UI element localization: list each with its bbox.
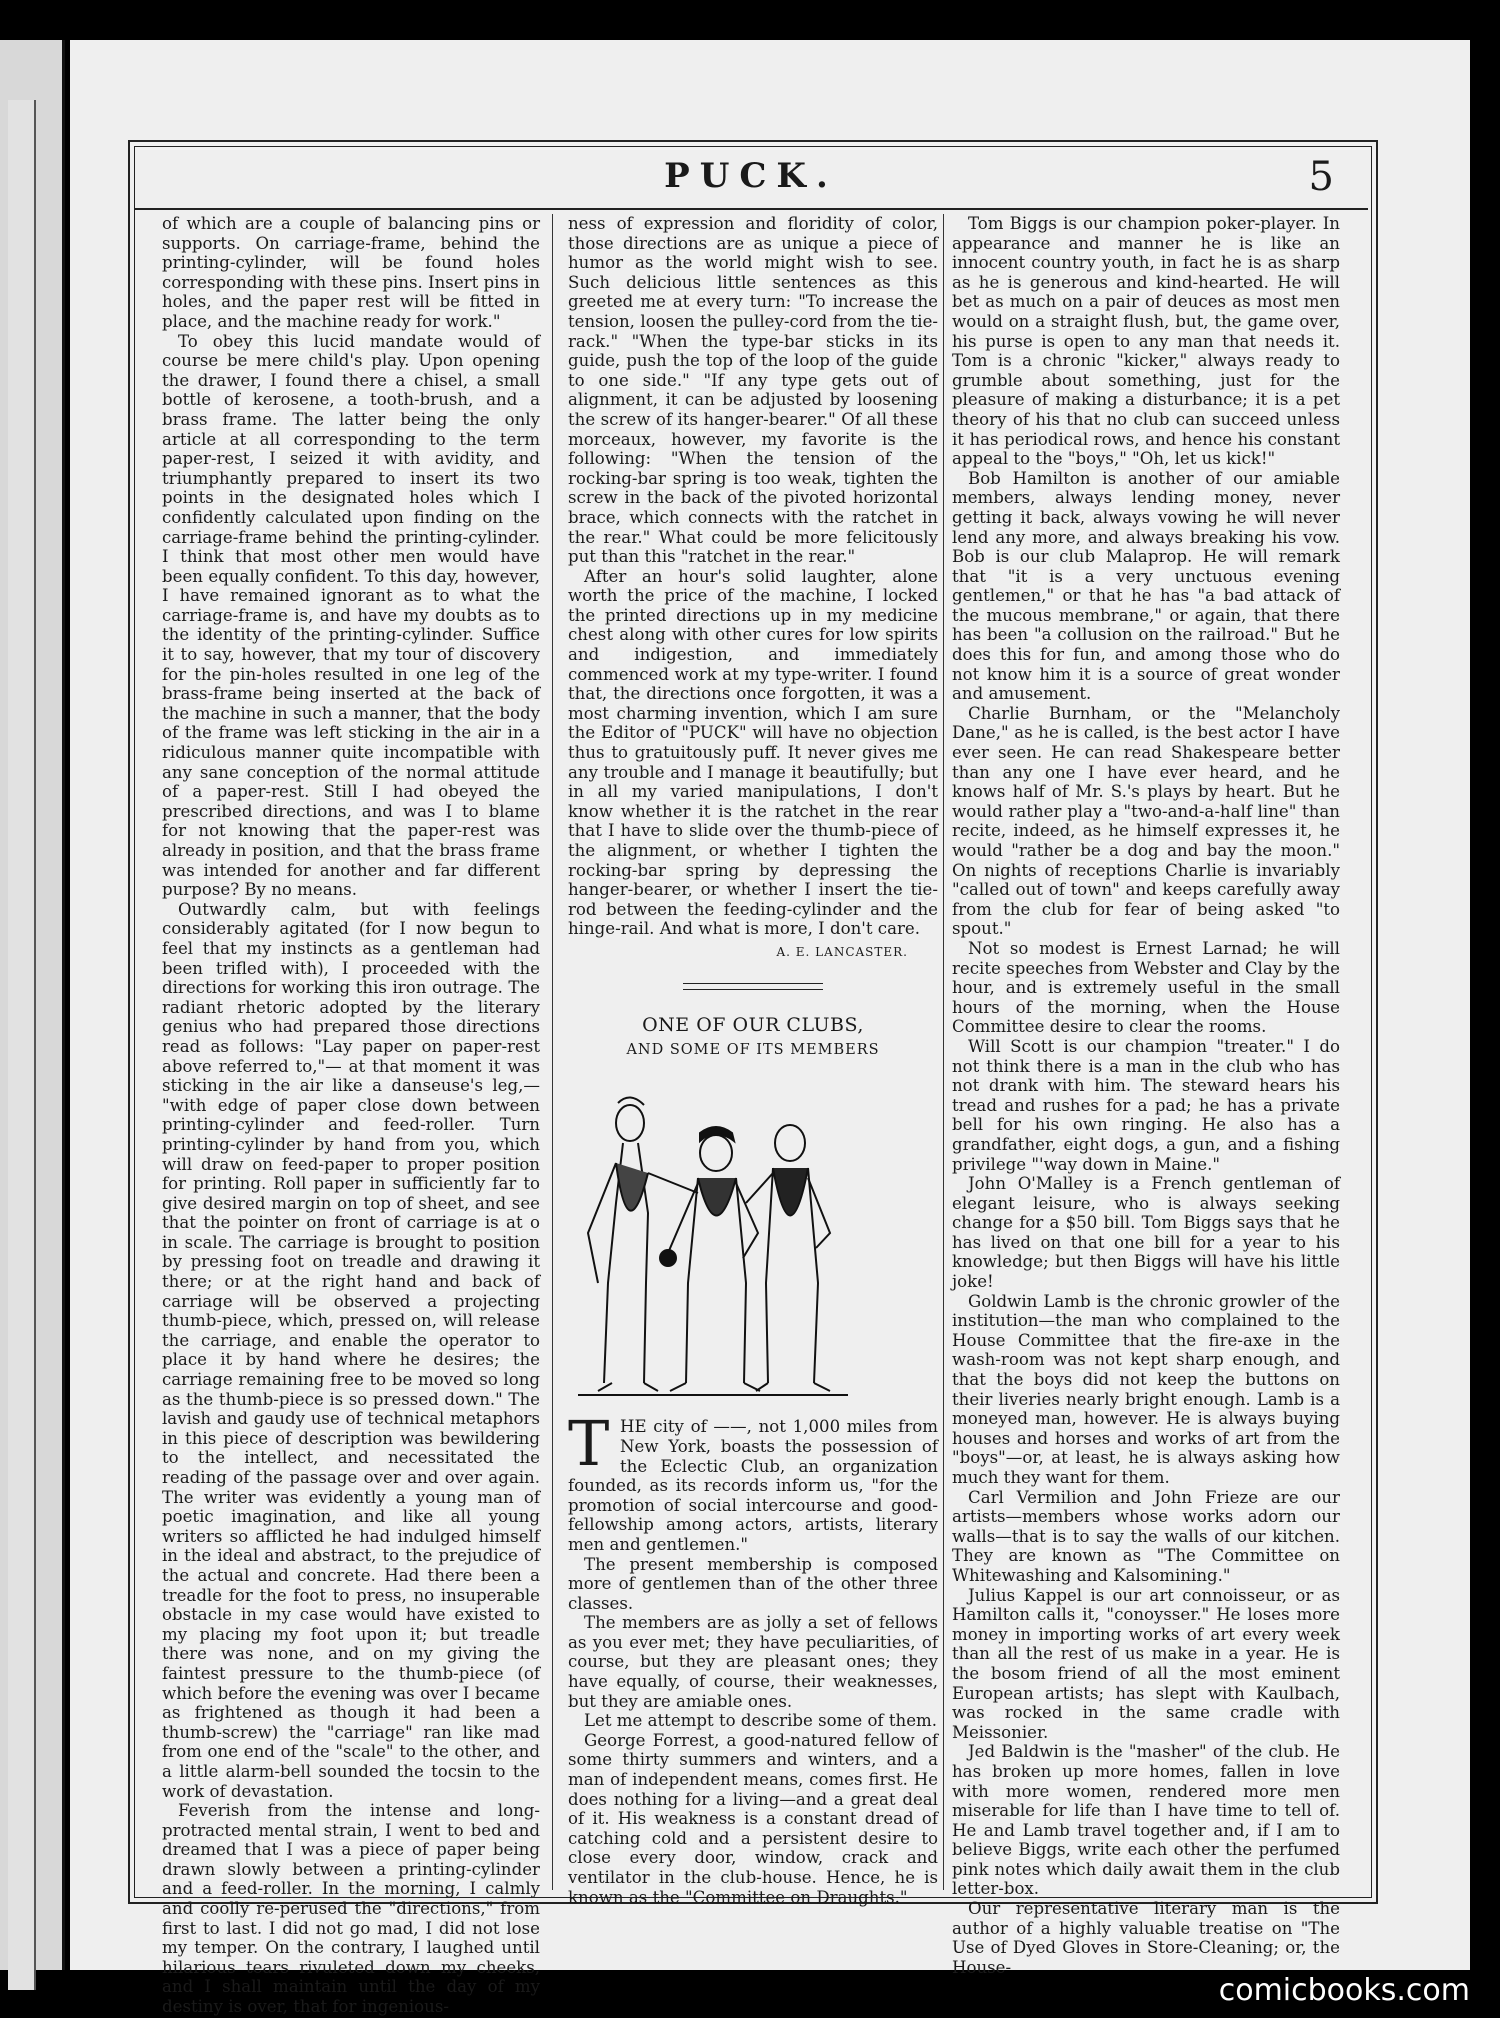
section-divider bbox=[683, 983, 823, 990]
source-watermark: comicbooks.com bbox=[1218, 1973, 1470, 2008]
paragraph: Bob Hamilton is another of our amiable members, always lending money, never getting it back, always vowing he will never lend any more, and always breaking his vow. Bob is our club Malaprop. He will remark that "it is a very unctuous evening gentlemen," or that he has "a bad attack of the mucous membrane," or again, that there has been "a collusion on the railroad." But he does this for fun, and among those who do not know him it is a source of great wonder and amusement. bbox=[952, 468, 1340, 704]
paragraph: Not so modest is Ernest Larnad; he will recite speeches from Webster and Clay by the hour, and is extremely useful in the small hours of the morning, when the House Committee desire to clear the rooms. bbox=[952, 938, 1340, 1037]
paragraph: Tom Biggs is our champion poker-player. In appearance and manner he is like an innocent country youth, in fact he is as sharp as he is generous and kind-hearted. He will bet as much on a pair of deuces as most men would on a straight flush, but, the game over, his purse is open to any man that needs it. Tom is a chronic "kicker," always ready to grumble about something, just for the pleasure of making a disturbance; it is a pet theory of his that no club can succeed unless it has periodical rows, and hence his constant appeal to the "boys," "Oh, let us kick!" bbox=[952, 214, 1340, 469]
paragraph: The members are as jolly a set of fellows as you ever met; they have peculiarities, of course, but they are pleasant ones; they have equally, of course, their weaknesses, but they are amiable ones. bbox=[568, 1613, 938, 1711]
article-opening: HE city of ——, not 1,000 miles from New York, boasts the possession of the Eclectic Club, an organization founded, as its records inform us, "for the promotion of social intercourse and good-fellowship among actors, artists, literary men and gentlemen." bbox=[568, 1417, 938, 1554]
column-3 bbox=[952, 214, 1340, 1977]
article-subheadline: AND SOME OF ITS MEMBERS bbox=[626, 1042, 880, 1059]
paragraph: Charlie Burnham, or the "Melancholy Dane," as he is called, is the best actor I have ever seen. He can read Shakespeare better than any one I have ever heard, and he knows half of Mr. S.'s plays by heart. But he would rather play a "two-and-a-half line" than recite, indeed, as he himself expresses it, he would "rather be a dog and bay the moon." On nights of receptions Charlie is invariably "called out of town" and keeps carefully away from the club for fear of being asked "to spout." bbox=[952, 703, 1340, 939]
paragraph: of which are a couple of balancing pins or supports. On carriage-frame, behind the printing-cylinder, will be found holes corresponding with these pins. Insert pins in holes, and the paper rest will be fitted in place, and the machine ready for work." bbox=[162, 214, 540, 331]
paragraph: The present membership is composed more of gentlemen than of the other three classes. bbox=[568, 1554, 938, 1613]
paragraph: Julius Kappel is our art connoisseur, or as Hamilton calls it, "conoysser." He loses more money in importing works of art every week than all the rest of us make in a year. He is the bosom friend of all the most eminent European artists; has slept with Kaulbach, was rocked in the same cradle with Meissonier. bbox=[952, 1585, 1340, 1742]
paragraph: Let me attempt to describe some of them. bbox=[584, 1711, 938, 1731]
paragraph: Carl Vermilion and John Frieze are our artists—members whose works adorn our walls—that is to say the walls of our kitchen. They are known as "The Committee on Whitewashing and Kalsomining." bbox=[952, 1487, 1340, 1585]
article-headline: ONE OF OUR CLUBS, bbox=[642, 1013, 864, 1036]
paragraph: After an hour's solid laughter, alone worth the price of the machine, I locked the printed directions up in my medicine chest along with other cures for low spirits and indigestion, and immediately commenced work at my type-writer. I found that, the directions once forgotten, it was a most charming invention, which I am sure the Editor of "PUCK" will have no objection thus to gratuitously puff. It never gives me any trouble and I manage it beautifully; but in all my varied manipulations, I don't know whether it is the ratchet in the rear that I have to slide over the thumb-piece of the alignment, or whether I tighten the rocking-bar spring by depressing the hanger-bearer, or whether I insert the tie-rod between the feeding-cylinder and the hinge-rail. And what is more, I don't care. bbox=[568, 566, 938, 939]
publication-title: PUCK. bbox=[664, 156, 838, 196]
paragraph: Goldwin Lamb is the chronic growler of the institution—the man who complained to the House Committee that the fire-axe in the wash-room was not kept sharp enough, and that the boys did not keep the buttons on their liveries nearly bright enough. Lamb is a moneyed man, however. He is always buying houses and horses and works of art from the "boys"—or, at least, he is always asking how much they want for them. bbox=[952, 1291, 1340, 1487]
left-page-edge bbox=[0, 40, 65, 1970]
paragraph: Our representative literary man is the author of a highly valuable treatise on "The Use of Dyed Gloves in Store-Cleaning; or, the House- bbox=[952, 1899, 1340, 1977]
column-1 bbox=[162, 214, 540, 2017]
column-2 bbox=[568, 214, 938, 1907]
paragraph: ness of expression and floridity of color, those directions are as unique a piece of humor as the world might wish to see. Such delicious little sentences as this greeted me at every turn: "To increase the tension, loosen the pulley-cord from the tie-rack." "When the type-bar sticks in its guide, push the top of the loop of the guide to one side." "If any type gets out of alignment, it can be adjusted by loosening the screw of its hanger-bearer." Of all these morceaux, however, my favorite is the following: "When the tension of the rocking-bar spring is too weak, tighten the screw in the back of the pivoted horizontal brace, which connects with the ratchet in the rear." What could be more felicitously put than this "ratchet in the rear." bbox=[568, 214, 938, 567]
masthead bbox=[134, 150, 1368, 210]
paragraph: Feverish from the intense and long-protracted mental strain, I went to bed and dreamed that I was a piece of paper being drawn slowly between a printing-cylinder and a feed-roller. In the morning, I calmly and coolly re-perused the "directions," from first to last. I did not go mad, I did not lose my temper. On the contrary, I laughed until hilarious tears rivuleted down my cheeks, and I shall maintain until the day of my destiny is over, that for ingenious- bbox=[162, 1801, 540, 2017]
paragraph: Outwardly calm, but with feelings considerably agitated (for I now begun to feel that my instincts as a gentleman had been trifled with), I proceeded with the directions for working this iron outrage. The radiant rhetoric adopted by the literary genius who had prepared those directions read as follows: "Lay paper on paper-rest above referred to,"— at that moment it was sticking in the air like a danseuse's leg,— "with edge of paper close down between printing-cylinder and feed-roller. Turn printing-cylinder by hand from you, which will draw on feed-paper to proper position for printing. Roll paper in sufficiently far to give desired margin on top of sheet, and see that the pointer on front of carriage is at o in scale. The carriage is brought to position by pressing foot on treadle and drawing it there; or at the right hand and back of carriage will be observed a projecting thumb-piece, which, pressed on, will release the carriage, and enable the operator to place it by hand where he desires; the carriage remaining free to be moved so long as the thumb-piece is so pressed down." The lavish and gaudy use of technical metaphors in this piece of description was bewildering to the intellect, and necessitated the reading of the passage over and over again. The writer was evidently a young man of poetic imagination, and like all young writers so afflicted he had indulged himself in the ideal and abstract, to the prejudice of the actual and concrete. Had there been a treadle for the foot to press, no insuperable obstacle in my case would have existed to my placing my foot upon it; but treadle there was none, and on my giving the faintest pressure to the thumb-piece (of which before the evening was over I became as frightened as though it had been a thumb-screw) the "carriage" ran like mad from one end of the "scale" to the other, and a little alarm-bell sounded the tocsin to the work of devastation. bbox=[162, 899, 540, 1801]
paragraph bbox=[568, 1407, 938, 1554]
paragraph: Jed Baldwin is the "masher" of the club. He has broken up more homes, fallen in love with more women, rendered more men miserable for life than I have time to tell of. He and Lamb travel together and, if I am to believe Biggs, write each other the perfumed pink notes which daily await them in the club letter-box. bbox=[952, 1742, 1340, 1899]
column-rule-2 bbox=[943, 214, 944, 1890]
paragraph: Will Scott is our champion "treater." I do not think there is a man in the club who has not drank with him. The steward hears his tread and rushes for a pad; he has a private bell for his own ringing. He also has a grandfather, eight dogs, a gun, and a fishing privilege "'way down in Maine." bbox=[952, 1036, 1340, 1174]
column-rule-1 bbox=[552, 214, 553, 1890]
binding-gutter bbox=[8, 100, 36, 1990]
paragraph: George Forrest, a good-natured fellow of some thirty summers and winters, and a man of independent means, comes first. He does nothing for a living—and a great deal of it. His weakness is a constant dread of catching cold and a persistent desire to close every door, window, crack and ventilator in the club-house. Hence, he is known as the "Committee on Draughts." bbox=[568, 1730, 938, 1907]
page-number: 5 bbox=[1308, 154, 1334, 200]
author-signature: A. E. LANCASTER. bbox=[776, 944, 908, 959]
paragraph: To obey this lucid mandate would of course be mere child's play. Upon opening the drawer, I found there a chisel, a small bottle of kerosene, a tooth-brush, and a brass frame. The latter being the only article at all corresponding to the term paper-rest, I seized it with avidity, and triumphantly prepared to insert its two points in the designated holes which I confidently calculated upon finding on the carriage-frame behind the printing-cylinder. I think that most other men would have been equally confident. To this day, however, I have remained ignorant as to what the carriage-frame is, and have my doubts as to the identity of the printing-cylinder. Suffice it to say, however, that my tour of discovery for the pin-holes resulted in one leg of the brass-frame being inserted at the back of the machine in such a manner, that the body of the frame was left sticking in the air in a ridiculous manner quite incompatible with any sane conception of the normal attitude of a paper-rest. Still I had obeyed the prescribed directions, and was I to blame for not knowing that the paper-rest was already in position, and that the brass frame was intended for another and far different purpose? By no means. bbox=[162, 331, 540, 900]
dropcap-letter: T bbox=[568, 1407, 610, 1481]
club-members-illustration bbox=[568, 1083, 858, 1403]
paragraph: John O'Malley is a French gentleman of elegant leisure, who is always seeking change for a $50 bill. Tom Biggs says that he has lived on that one bill for a year to his knowledge; but then Biggs will have his little joke! bbox=[952, 1174, 1340, 1292]
